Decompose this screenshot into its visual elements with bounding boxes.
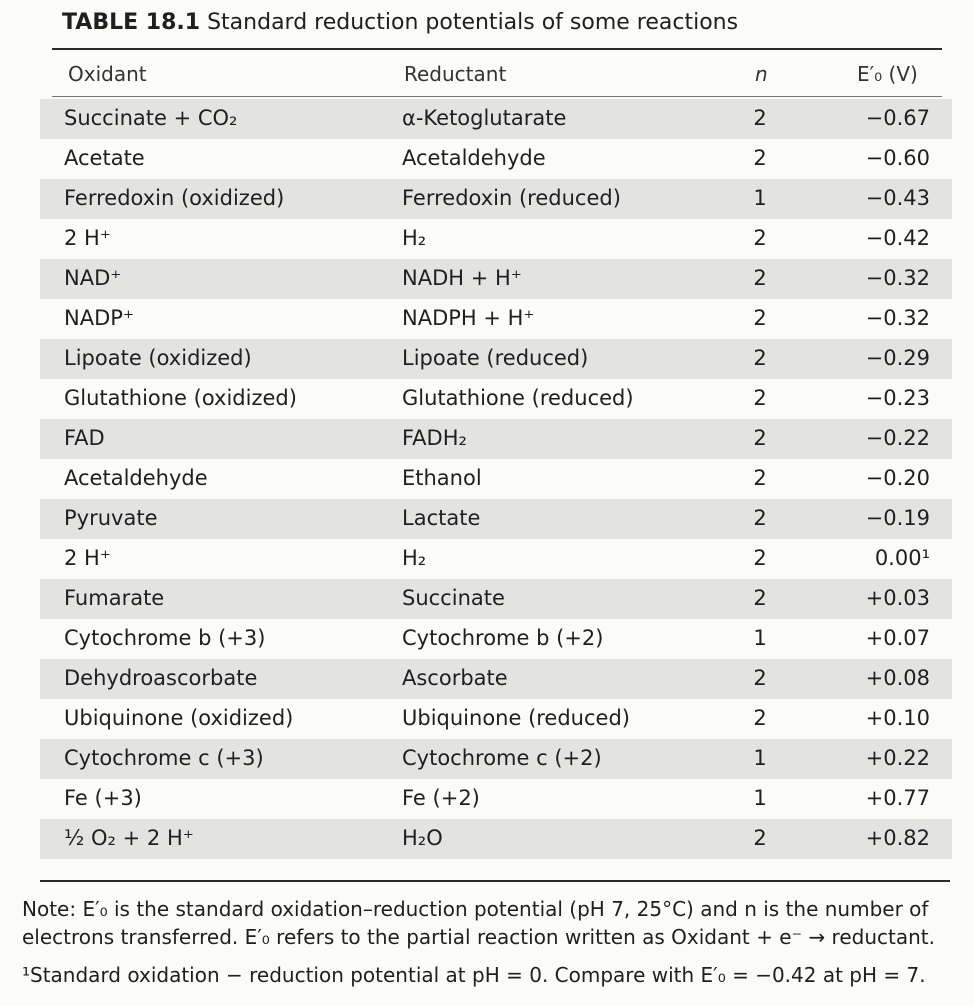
cell-reductant: H₂ [402, 546, 427, 570]
cell-oxidant: Fe (+3) [64, 786, 142, 810]
table-row [40, 299, 952, 339]
cell-e0: +0.10 [865, 706, 930, 730]
header-e0: E′₀ (V) [857, 62, 918, 86]
table-row [40, 579, 952, 619]
table-header-row [0, 62, 974, 92]
cell-reductant: Cytochrome b (+2) [402, 626, 604, 650]
note-line-1: Note: E′₀ is the standard oxidation–reduction potential (pH 7, 25°C) and n is the number of [22, 897, 929, 921]
top-rule [52, 48, 942, 50]
cell-n: 2 [753, 266, 767, 290]
cell-n: 2 [753, 306, 767, 330]
table-row [40, 339, 952, 379]
bottom-rule [40, 880, 950, 882]
header-n: n [755, 62, 768, 86]
cell-reductant: NADH + H⁺ [402, 266, 522, 290]
header-rule [52, 96, 942, 97]
cell-reductant: FADH₂ [402, 426, 467, 450]
cell-e0: +0.82 [865, 826, 930, 850]
cell-reductant: Cytochrome c (+2) [402, 746, 602, 770]
cell-n: 1 [753, 746, 767, 770]
cell-oxidant: ½ O₂ + 2 H⁺ [64, 826, 194, 850]
cell-n: 2 [753, 546, 767, 570]
cell-reductant: Succinate [402, 586, 505, 610]
cell-oxidant: NAD⁺ [64, 266, 122, 290]
cell-e0: −0.23 [865, 386, 930, 410]
cell-oxidant: Dehydroascorbate [64, 666, 258, 690]
cell-oxidant: Ferredoxin (oxidized) [64, 186, 285, 210]
footnote-line: ¹Standard oxidation − reduction potential at pH = 0. Compare with E′₀ = −0.42 at pH = 7. [22, 963, 926, 987]
cell-e0: +0.22 [865, 746, 930, 770]
cell-oxidant: Cytochrome b (+3) [64, 626, 266, 650]
table-row [40, 459, 952, 499]
cell-e0: +0.08 [865, 666, 930, 690]
cell-n: 2 [753, 466, 767, 490]
table-row [40, 619, 952, 659]
table-row [40, 659, 952, 699]
cell-reductant: Lipoate (reduced) [402, 346, 589, 370]
cell-e0: −0.20 [865, 466, 930, 490]
cell-e0: −0.60 [865, 146, 930, 170]
cell-n: 2 [753, 586, 767, 610]
cell-reductant: H₂O [402, 826, 443, 850]
cell-e0: 0.00¹ [874, 546, 930, 570]
cell-reductant: Fe (+2) [402, 786, 480, 810]
cell-reductant: Ubiquinone (reduced) [402, 706, 630, 730]
cell-oxidant: NADP⁺ [64, 306, 134, 330]
cell-oxidant: Lipoate (oxidized) [64, 346, 252, 370]
cell-e0: −0.32 [865, 266, 930, 290]
cell-n: 2 [753, 826, 767, 850]
table-row [40, 99, 952, 139]
table-row [40, 699, 952, 739]
cell-oxidant: Succinate + CO₂ [64, 106, 238, 130]
cell-oxidant: Cytochrome c (+3) [64, 746, 264, 770]
cell-reductant: H₂ [402, 226, 427, 250]
table-number: TABLE 18.1 [62, 10, 201, 35]
table-title-text: Standard reduction potentials of some reactions [207, 10, 739, 35]
table-row [40, 739, 952, 779]
cell-oxidant: Pyruvate [64, 506, 158, 530]
cell-e0: −0.43 [865, 186, 930, 210]
cell-e0: −0.67 [865, 106, 930, 130]
table-row [40, 539, 952, 579]
cell-e0: −0.19 [865, 506, 930, 530]
cell-n: 2 [753, 146, 767, 170]
cell-e0: +0.07 [865, 626, 930, 650]
cell-e0: −0.32 [865, 306, 930, 330]
header-oxidant: Oxidant [68, 62, 147, 86]
note-line-2: electrons transferred. E′₀ refers to the partial reaction written as Oxidant + e⁻ → reductant. [22, 925, 935, 949]
header-reductant: Reductant [404, 62, 507, 86]
cell-oxidant: Glutathione (oxidized) [64, 386, 297, 410]
cell-reductant: Ferredoxin (reduced) [402, 186, 621, 210]
cell-oxidant: Ubiquinone (oxidized) [64, 706, 294, 730]
cell-oxidant: 2 H⁺ [64, 226, 111, 250]
cell-n: 2 [753, 226, 767, 250]
cell-n: 1 [753, 786, 767, 810]
table-row [40, 179, 952, 219]
cell-n: 2 [753, 106, 767, 130]
cell-reductant: NADPH + H⁺ [402, 306, 535, 330]
cell-reductant: Glutathione (reduced) [402, 386, 634, 410]
cell-n: 2 [753, 346, 767, 370]
cell-e0: −0.29 [865, 346, 930, 370]
table-row [40, 379, 952, 419]
table-row [40, 499, 952, 539]
cell-n: 2 [753, 706, 767, 730]
cell-reductant: Lactate [402, 506, 481, 530]
cell-n: 2 [753, 426, 767, 450]
cell-n: 2 [753, 506, 767, 530]
cell-n: 1 [753, 626, 767, 650]
table-title [62, 10, 738, 35]
cell-e0: +0.77 [865, 786, 930, 810]
cell-oxidant: Fumarate [64, 586, 165, 610]
cell-e0: −0.42 [865, 226, 930, 250]
cell-n: 2 [753, 386, 767, 410]
cell-n: 1 [753, 186, 767, 210]
table-row [40, 779, 952, 819]
cell-reductant: Ethanol [402, 466, 482, 490]
cell-reductant: Ascorbate [402, 666, 508, 690]
table-row [40, 819, 952, 859]
table-row [40, 419, 952, 459]
cell-reductant: Acetaldehyde [402, 146, 546, 170]
cell-oxidant: 2 H⁺ [64, 546, 111, 570]
cell-e0: −0.22 [865, 426, 930, 450]
cell-oxidant: Acetaldehyde [64, 466, 208, 490]
cell-oxidant: Acetate [64, 146, 145, 170]
table-row [40, 139, 952, 179]
cell-n: 2 [753, 666, 767, 690]
cell-oxidant: FAD [64, 426, 105, 450]
cell-reductant: α-Ketoglutarate [402, 106, 567, 130]
table-row [40, 219, 952, 259]
table-row [40, 259, 952, 299]
cell-e0: +0.03 [865, 586, 930, 610]
